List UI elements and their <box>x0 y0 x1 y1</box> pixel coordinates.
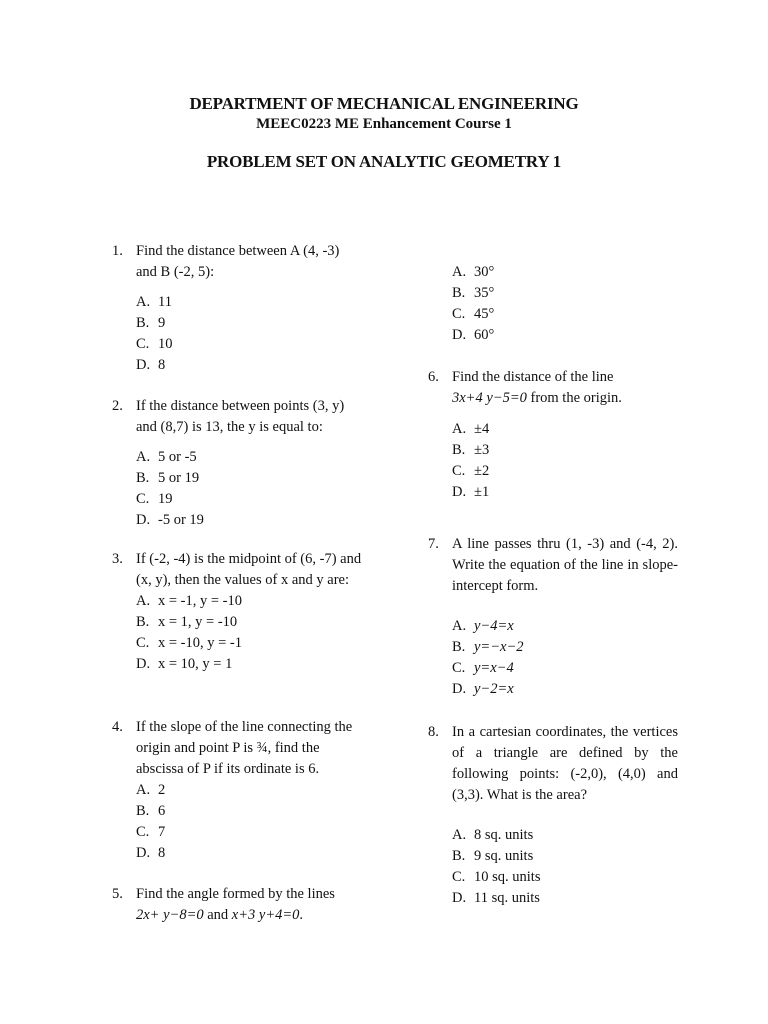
question-number: 8. <box>428 724 439 740</box>
question-5 <box>112 884 362 926</box>
option-list <box>136 780 362 864</box>
option: A. 30° <box>452 264 495 280</box>
option: B. 5 or 19 <box>136 470 200 486</box>
option: A. x = -1, y = -10 <box>136 593 243 609</box>
question-4 <box>112 717 362 864</box>
question-number: 2. <box>112 398 123 414</box>
option: C. 45° <box>452 306 495 322</box>
question-number: 7. <box>428 536 439 552</box>
option: C. y=x−4 <box>452 660 514 676</box>
option: C. ±2 <box>452 463 490 479</box>
option: D. y−2=x <box>452 681 514 697</box>
question-number: 5. <box>112 886 123 902</box>
question-6 <box>428 367 678 503</box>
option-list <box>452 616 678 700</box>
option: A. 2 <box>136 782 166 798</box>
question-1 <box>112 241 362 376</box>
question-2 <box>112 396 362 531</box>
option-list <box>452 825 678 909</box>
question-text: If (-2, -4) is the midpoint of (6, -7) and (x, y), then the values of x and y are: <box>136 551 362 588</box>
option: C. 19 <box>136 491 173 507</box>
problem-set-title: PROBLEM SET ON ANALYTIC GEOMETRY 1 <box>206 152 562 171</box>
question-text: Find the distance between A (4, -3) and B (-2, 5): <box>136 243 340 280</box>
equation: x+3 y+4=0 <box>231 907 300 923</box>
question-text: If the distance between points (3, y) and (8,7) is 13, the y is equal to: <box>136 398 345 435</box>
question-text: Find the angle formed by the lines 2x+ y−8=0 and x+3 y+4=0. <box>136 886 335 923</box>
department-title: DEPARTMENT OF MECHANICAL ENGINEERING <box>189 94 579 113</box>
option: B. 9 <box>136 315 166 331</box>
question-text: In a cartesian coordinates, the vertices of a triangle are defined by the following points: (-2,0), (4,0) and (3,3). What is the area? <box>452 724 678 803</box>
option: B. 6 <box>136 803 166 819</box>
option: C. x = -10, y = -1 <box>136 635 243 651</box>
option-list <box>136 591 362 675</box>
option: D. ±1 <box>452 484 490 500</box>
option: D. 8 <box>136 357 166 373</box>
equation: 2x+ y−8=0 <box>136 907 204 923</box>
option: B. x = 1, y = -10 <box>136 614 238 630</box>
option: C. 7 <box>136 824 166 840</box>
equation: 3x+4 y−5=0 <box>452 390 527 406</box>
option: D. x = 10, y = 1 <box>136 656 233 672</box>
option: A. 5 or -5 <box>136 449 197 465</box>
option: B. 9 sq. units <box>452 848 534 864</box>
question-number: 1. <box>112 243 123 259</box>
option: D. 8 <box>136 845 166 861</box>
question-number: 4. <box>112 719 123 735</box>
option: D. 60° <box>452 327 495 343</box>
question-text: A line passes thru (1, -3) and (-4, 2). Write the equation of the line in slope-intercept form. <box>452 536 678 594</box>
question-7 <box>428 534 678 700</box>
option: A. 8 sq. units <box>452 827 534 843</box>
option: B. y=−x−2 <box>452 639 524 655</box>
question-8 <box>428 722 678 909</box>
course-title: MEEC0223 ME Enhancement Course 1 <box>256 116 512 132</box>
question-text: Find the distance of the line 3x+4 y−5=0 from the origin. <box>452 369 622 406</box>
option-list <box>136 292 362 376</box>
question-number: 3. <box>112 551 123 567</box>
option: A. y−4=x <box>452 618 514 634</box>
option: B. ±3 <box>452 442 490 458</box>
question-text: If the slope of the line connecting the origin and point P is ¾, find the abscissa of P if its ordinate is 6. <box>136 719 353 777</box>
option-list <box>452 419 678 503</box>
question-number: 6. <box>428 369 439 385</box>
option: D. 11 sq. units <box>452 890 540 906</box>
option: A. ±4 <box>452 421 490 437</box>
question-3 <box>112 549 362 675</box>
option: B. 35° <box>452 285 495 301</box>
option: D. -5 or 19 <box>136 512 204 528</box>
option-list-q5 <box>452 262 494 346</box>
option: C. 10 <box>136 336 173 352</box>
option: A. 11 <box>136 294 172 310</box>
option: C. 10 sq. units <box>452 869 541 885</box>
option-list <box>136 447 362 531</box>
